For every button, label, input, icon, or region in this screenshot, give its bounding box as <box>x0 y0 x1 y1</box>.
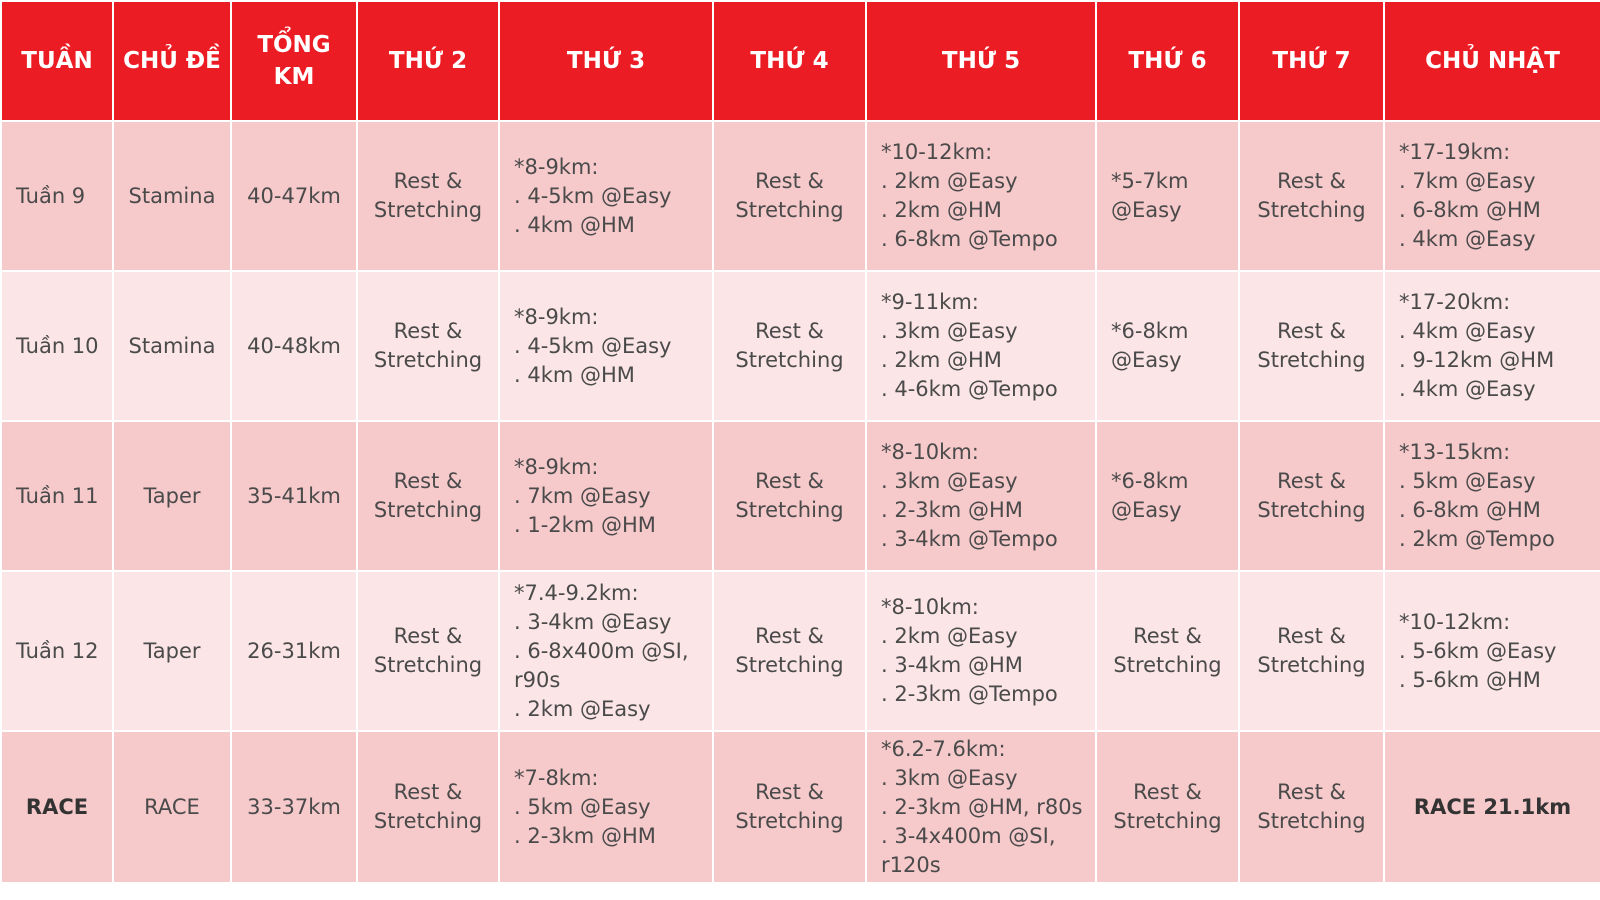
cell-line: *7-8km: <box>514 765 599 790</box>
cell-line: @Easy <box>1111 498 1182 522</box>
tuesday-cell <box>499 421 713 571</box>
saturday-cell <box>1239 421 1384 571</box>
tuesday-cell <box>499 731 713 883</box>
theme-cell: Stamina <box>113 271 231 421</box>
week-cell: RACE <box>1 731 113 883</box>
cell-line: @Easy <box>1111 198 1182 222</box>
header-total-km <box>231 1 357 121</box>
cell-line: *10-12km: <box>881 140 993 164</box>
monday-cell <box>357 731 499 883</box>
sunday-cell <box>1384 271 1600 421</box>
cell-line: Rest & <box>755 624 824 648</box>
cell-line: Rest & <box>1277 780 1346 804</box>
cell-line: Stretching <box>373 198 483 222</box>
monday-cell <box>357 421 499 571</box>
cell-line: . 2km @Tempo <box>1399 527 1555 551</box>
cell-line: . 3km @Easy <box>881 765 1018 790</box>
week-cell: Tuần 10 <box>1 271 113 421</box>
cell-line: Rest & <box>1277 319 1346 343</box>
cell-line: Stretching <box>1257 653 1366 677</box>
theme-cell: RACE <box>113 731 231 883</box>
total-km-cell: 33-37km <box>231 731 357 883</box>
cell-line: . 2-3km @HM <box>514 823 656 848</box>
cell-line: Stretching <box>373 809 483 833</box>
cell-line: *6.2-7.6km: <box>881 736 1006 761</box>
cell-line: r120s <box>881 852 941 877</box>
table-body <box>1 121 1600 883</box>
table-row <box>1 121 1600 271</box>
cell-line: . 7km @Easy <box>1399 169 1536 193</box>
cell-line: . 4-5km @Easy <box>514 183 672 208</box>
cell-line: Stretching <box>735 498 844 522</box>
cell-line: Stretching <box>1113 809 1222 833</box>
wednesday-cell <box>713 731 866 883</box>
cell-line: *10-12km: <box>1399 609 1511 634</box>
theme-cell: Taper <box>113 421 231 571</box>
cell-line: . 4km @Easy <box>1399 227 1536 251</box>
tuesday-cell <box>499 571 713 731</box>
header-total-line2: KM <box>273 64 315 90</box>
total-km-cell: 40-48km <box>231 271 357 421</box>
cell-line: Rest & <box>755 169 824 193</box>
header-week: TUẦN <box>1 1 113 121</box>
cell-line: . 4km @HM <box>514 212 635 237</box>
tuesday-cell <box>499 121 713 271</box>
cell-line: *7.4-9.2km: <box>514 580 639 605</box>
cell-line: . 3km @Easy <box>881 319 1018 343</box>
cell-line: *8-9km: <box>514 454 599 479</box>
cell-line: Stretching <box>1257 498 1366 522</box>
wednesday-cell <box>713 121 866 271</box>
cell-line: . 6-8x400m @SI, <box>514 638 689 663</box>
header-sunday: CHỦ NHẬT <box>1384 1 1600 121</box>
friday-cell <box>1096 121 1239 271</box>
cell-line: *8-9km: <box>514 154 599 179</box>
wednesday-cell <box>713 421 866 571</box>
cell-line: . 5km @Easy <box>514 794 651 819</box>
header-wednesday: THỨ 4 <box>713 1 866 121</box>
week-cell: Tuần 9 <box>1 121 113 271</box>
cell-line: Stretching <box>735 653 844 677</box>
cell-line: . 2km @HM <box>881 348 1002 372</box>
friday-cell <box>1096 421 1239 571</box>
cell-line: . 2-3km @Tempo <box>881 682 1058 706</box>
thursday-cell <box>866 731 1096 883</box>
cell-line: *9-11km: <box>881 290 979 314</box>
cell-line: @Easy <box>1111 348 1182 372</box>
cell-line: *6-8km <box>1111 469 1189 493</box>
cell-line: . 6-8km @Tempo <box>881 227 1058 251</box>
cell-line: . 6-8km @HM <box>1399 198 1541 222</box>
sunday-cell <box>1384 571 1600 731</box>
cell-line: . 4km @Easy <box>1399 319 1536 343</box>
sunday-cell <box>1384 421 1600 571</box>
cell-line: Rest & <box>1277 469 1346 493</box>
thursday-cell <box>866 571 1096 731</box>
cell-line: . 2km @Easy <box>514 696 651 721</box>
cell-line: Rest & <box>393 319 463 343</box>
sunday-cell <box>1384 731 1600 883</box>
saturday-cell <box>1239 121 1384 271</box>
cell-line: Rest & <box>1277 169 1346 193</box>
cell-line: Stretching <box>373 653 483 677</box>
theme-cell: Taper <box>113 571 231 731</box>
cell-line: Stretching <box>1113 653 1222 677</box>
cell-line: . 3-4x400m @SI, <box>881 823 1056 848</box>
cell-line: Stretching <box>735 198 844 222</box>
wednesday-cell <box>713 271 866 421</box>
saturday-cell <box>1239 571 1384 731</box>
cell-line: . 5km @Easy <box>1399 469 1536 493</box>
cell-line: *8-9km: <box>514 304 599 329</box>
cell-line: *17-19km: <box>1399 140 1511 164</box>
cell-line: Rest & <box>393 469 463 493</box>
cell-line: *8-10km: <box>881 440 979 464</box>
header-monday: THỨ 2 <box>357 1 499 121</box>
cell-line: . 7km @Easy <box>514 483 651 508</box>
sunday-cell <box>1384 121 1600 271</box>
cell-line: . 3-4km @Easy <box>514 609 672 634</box>
header-saturday: THỨ 7 <box>1239 1 1384 121</box>
cell-line: . 2km @Easy <box>881 624 1018 648</box>
total-km-cell: 35-41km <box>231 421 357 571</box>
cell-line: *13-15km: <box>1399 440 1511 464</box>
monday-cell <box>357 121 499 271</box>
cell-line: . 5-6km @Easy <box>1399 638 1557 663</box>
cell-line: Stretching <box>373 348 483 372</box>
cell-line: Stretching <box>735 809 844 833</box>
cell-line: Stretching <box>1257 809 1366 833</box>
thursday-cell <box>866 271 1096 421</box>
header-tuesday: THỨ 3 <box>499 1 713 121</box>
cell-line: . 5-6km @HM <box>1399 667 1541 692</box>
cell-line: Rest & <box>1133 624 1202 648</box>
friday-cell <box>1096 571 1239 731</box>
header-total-line1: TỔNG <box>257 32 331 58</box>
tuesday-cell <box>499 271 713 421</box>
header-thursday: THỨ 5 <box>866 1 1096 121</box>
cell-line: . 2km @Easy <box>881 169 1018 193</box>
saturday-cell <box>1239 271 1384 421</box>
saturday-cell <box>1239 731 1384 883</box>
table-row <box>1 731 1600 883</box>
cell-line: . 9-12km @HM <box>1399 348 1555 372</box>
cell-line: Stretching <box>1257 198 1366 222</box>
table-row <box>1 571 1600 731</box>
cell-line: . 3-4km @HM <box>881 653 1023 677</box>
cell-line: *5-7km <box>1111 169 1189 193</box>
cell-line: *6-8km <box>1111 319 1189 343</box>
header-row <box>1 1 1600 121</box>
cell-line: Rest & <box>393 169 463 193</box>
thursday-cell <box>866 421 1096 571</box>
friday-cell <box>1096 731 1239 883</box>
cell-line: Stretching <box>1257 348 1366 372</box>
cell-line: Rest & <box>1277 624 1346 648</box>
cell-line: . 4-5km @Easy <box>514 333 672 358</box>
cell-line: Rest & <box>755 469 824 493</box>
table-row <box>1 421 1600 571</box>
wednesday-cell <box>713 571 866 731</box>
cell-line: Rest & <box>755 780 824 804</box>
monday-cell <box>357 571 499 731</box>
friday-cell <box>1096 271 1239 421</box>
cell-line: r90s <box>514 667 561 692</box>
week-cell: Tuần 11 <box>1 421 113 571</box>
thursday-cell <box>866 121 1096 271</box>
cell-line: . 2-3km @HM <box>881 498 1023 522</box>
cell-line: RACE 21.1km <box>1413 794 1572 819</box>
cell-line: Stretching <box>373 498 483 522</box>
cell-line: Rest & <box>1133 780 1202 804</box>
cell-line: Rest & <box>755 319 824 343</box>
monday-cell <box>357 271 499 421</box>
theme-cell: Stamina <box>113 121 231 271</box>
cell-line: . 4-6km @Tempo <box>881 377 1058 401</box>
table-row <box>1 271 1600 421</box>
header-friday: THỨ 6 <box>1096 1 1239 121</box>
cell-line: . 1-2km @HM <box>514 512 656 537</box>
cell-line: Rest & <box>393 624 463 648</box>
total-km-cell: 40-47km <box>231 121 357 271</box>
cell-line: . 3-4km @Tempo <box>881 527 1058 551</box>
cell-line: . 2-3km @HM, r80s <box>881 794 1083 819</box>
cell-line: . 6-8km @HM <box>1399 498 1541 522</box>
total-km-cell: 26-31km <box>231 571 357 731</box>
header-theme: CHỦ ĐỀ <box>113 1 231 121</box>
week-cell: Tuần 12 <box>1 571 113 731</box>
cell-line: . 2km @HM <box>881 198 1002 222</box>
cell-line: Stretching <box>735 348 844 372</box>
cell-line: . 4km @Easy <box>1399 377 1536 401</box>
cell-line: . 4km @HM <box>514 362 635 387</box>
cell-line: *8-10km: <box>881 595 979 619</box>
cell-line: *17-20km: <box>1399 290 1511 314</box>
cell-line: Rest & <box>393 780 463 804</box>
cell-line: . 3km @Easy <box>881 469 1018 493</box>
